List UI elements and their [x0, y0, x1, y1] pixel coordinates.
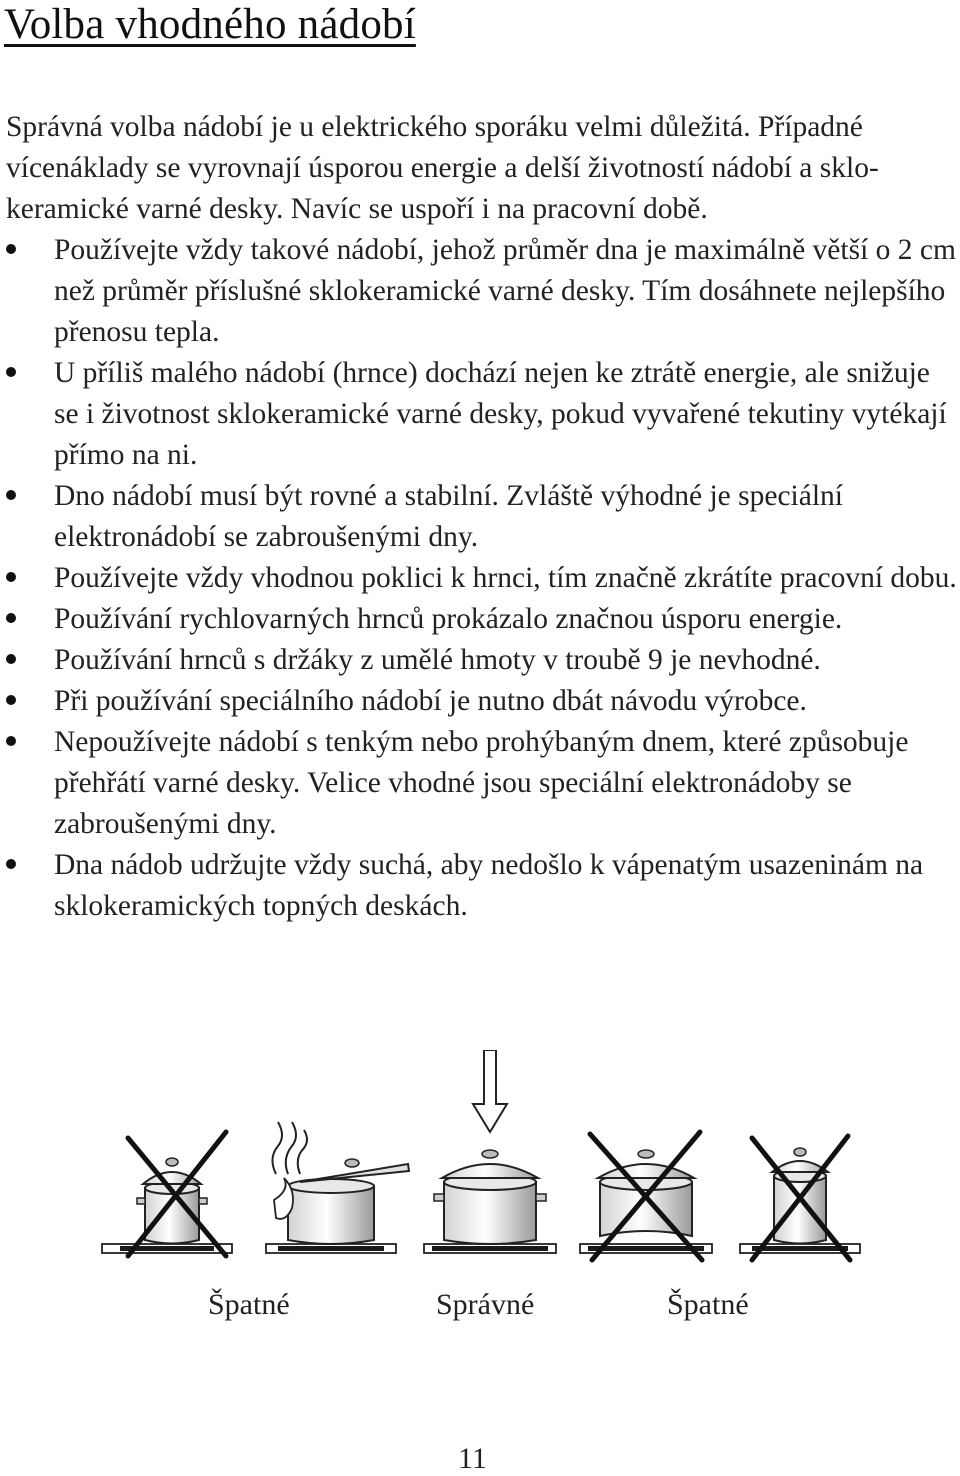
- intro-paragraph: Správná volba nádobí je u elektrického sporáku velmi důležitá. Případné vícenáklady se vyrovnají úsporou energie a delší životností nádobí a sklokeramické varné desky. Navíc se uspoří i na pracovní době.: [6, 111, 879, 225]
- bullet-icon: [6, 859, 16, 869]
- list-item: [6, 845, 958, 927]
- bullet-text: Používání hrnců s držáky z umělé hmoty v troubě 9 je nevhodné.: [54, 644, 821, 676]
- bullet-text: Dna nádob udržujte vždy suchá, aby nedošlo k vápenatým usazeninám na sklokeramických topných deskách.: [54, 849, 924, 922]
- bullet-text: Používejte vždy vhodnou poklici k hrnci, tím značně zkrátíte pracovní dobu.: [54, 562, 957, 594]
- bullet-icon: [6, 736, 16, 746]
- list-item: [6, 476, 958, 558]
- down-arrow-icon: [473, 1050, 507, 1132]
- list-item: [6, 353, 958, 476]
- steaming-pot-icon: [266, 1122, 409, 1253]
- list-item: [6, 681, 958, 722]
- bullet-text: Při používání speciálního nádobí je nutno dbát návodu výrobce.: [54, 685, 807, 717]
- bullet-icon: [6, 613, 16, 623]
- body-text: [6, 107, 958, 927]
- page-number: 11: [458, 1442, 487, 1475]
- list-item: [6, 230, 958, 353]
- bullet-icon: [6, 367, 16, 377]
- list-item: [6, 640, 958, 681]
- page-title: Volba vhodného nádobí: [4, 1, 416, 48]
- bullet-text: Používejte vždy takové nádobí, jehož průměr dna je maximálně větší o 2 cm než průměr příslušné sklokeramické varné desky. Tím dosáhnete nejlepšího přenosu tepla.: [54, 234, 956, 348]
- bullet-text: Dno nádobí musí být rovné a stabilní. Zvláště výhodné je speciální elektronádobí se zabroušenými dny.: [54, 480, 843, 553]
- caption-wrong-left: Špatné: [208, 1288, 290, 1321]
- caption-wrong-right: Špatné: [667, 1288, 749, 1321]
- bullet-icon: [6, 654, 16, 664]
- caption-correct: Správné: [436, 1288, 535, 1321]
- list-item: [6, 722, 958, 845]
- bullet-icon: [6, 572, 16, 582]
- list-item: [6, 599, 958, 640]
- bullet-text: Používání rychlovarných hrnců prokázalo značnou úsporu energie.: [54, 603, 843, 635]
- uneven-bottom-pot-icon: [580, 1150, 712, 1253]
- bullet-list: [6, 230, 958, 927]
- bullet-text: Nepoužívejte nádobí s tenkým nebo prohýbaným dnem, které způsobuje přehřátí varné desky. Velice vhodné jsou speciální elektronádoby se zabroušenými dny.: [54, 726, 909, 840]
- bullet-icon: [6, 244, 16, 254]
- bullet-text: U příliš malého nádobí (hrnce) dochází nejen ke ztrátě energie, ale snižuje se i životnost sklokeramické varné desky, pokud vyvařené tekutiny vytékají přímo na ni.: [54, 357, 947, 471]
- correct-pot-icon: [424, 1150, 556, 1253]
- cookware-illustration: [0, 1050, 960, 1280]
- bullet-icon: [6, 695, 16, 705]
- bullet-icon: [6, 490, 16, 500]
- list-item: [6, 558, 958, 599]
